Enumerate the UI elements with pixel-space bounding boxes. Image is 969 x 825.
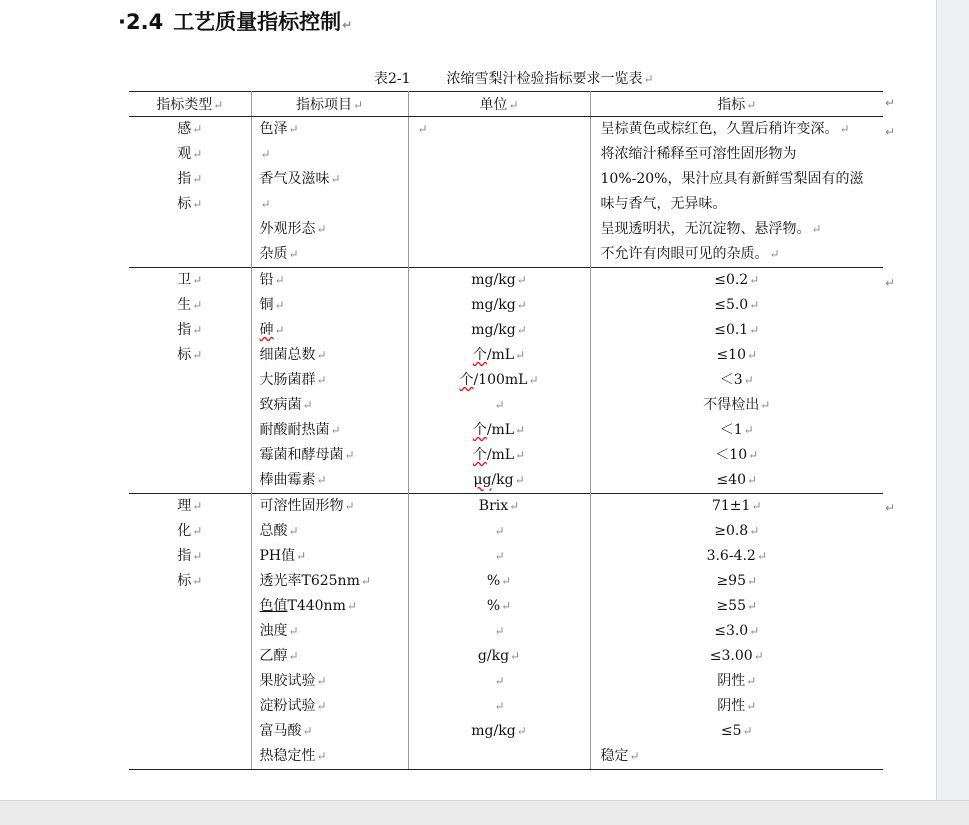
list-item: 棒曲霉素↵ [259, 472, 327, 488]
list-item: 可溶性固形物↵ [259, 498, 355, 514]
sensory-items [251, 117, 408, 268]
list-item: 细菌总数↵ [259, 347, 327, 363]
sensory-values [590, 117, 883, 268]
list-item: 热稳定性↵ [259, 748, 327, 764]
sensory-section [129, 117, 883, 268]
header-item: 指标项目↵ [251, 92, 408, 117]
row-end-mark: ↵ [885, 125, 896, 139]
table-header-row [129, 92, 883, 117]
heading-title: 工艺质量指标控制 [173, 10, 342, 34]
header-unit: 单位↵ [408, 92, 590, 117]
page-margin-area [936, 0, 969, 800]
list-item: 色值T440nm↵ [259, 598, 357, 614]
row-end-mark: ↵ [885, 276, 896, 290]
list-item: 果胶试验↵ [259, 673, 327, 689]
sensory-category: 感↵ 观↵ 指↵ 标↵ [129, 117, 251, 268]
list-item: 乙醇↵ [259, 648, 299, 664]
list-item: ↵ [260, 197, 271, 211]
physchem-units: Brix↵ ↵ ↵ %↵ %↵ ↵ g/kg↵ ↵ ↵ mg/kg↵ [408, 494, 590, 770]
hygiene-units: mg/kg↵ mg/kg↵ mg/kg↵ 个/mL↵ 个/100mL↵ ↵ 个/mL↵ 个/mL↵ μg/kg↵ [408, 268, 590, 494]
row-end-mark: ↵ [885, 96, 896, 110]
caption-label: 表2-1 [374, 71, 411, 87]
list-item: 大肠菌群↵ [259, 372, 327, 388]
list-item: 铜↵ [259, 297, 285, 313]
list-item: 香气及滋味↵ [259, 171, 341, 187]
hygiene-items [251, 268, 408, 494]
section-heading [118, 6, 352, 36]
hygiene-category: 卫↵ 生↵ 指↵ 标↵ [129, 268, 251, 494]
list-item: 透光率T625nm↵ [259, 573, 371, 589]
paragraph-mark: ↵ [643, 72, 654, 86]
physchem-section [129, 494, 883, 770]
list-item: ↵ [260, 147, 271, 161]
row-end-mark: ↵ [885, 501, 896, 515]
list-item: 淀粉试验↵ [259, 698, 327, 714]
physchem-category: 理↵ 化↵ 指↵ 标↵ [129, 494, 251, 770]
list-item: 外观形态↵ [259, 221, 327, 237]
list-item: 杂质↵ [259, 246, 299, 262]
list-item: 总酸↵ [259, 523, 299, 539]
heading-bullet: · [118, 10, 126, 34]
sensory-unit: ↵ [408, 117, 590, 268]
value-color: 呈棕黄色或棕红色，久置后稍许变深。↵ [600, 121, 850, 137]
physchem-values: 71±1↵ ≥0.8↵ 3.6-4.2↵ ≥95↵ ≥55↵ ≤3.0↵ ≤3.00↵ 阴性↵ 阴性↵ ≤5↵ 稳定↵ [590, 494, 883, 770]
paragraph-mark: ↵ [342, 18, 353, 32]
header-value: 指标↵ [590, 92, 883, 117]
list-item: 砷↵ [259, 322, 285, 338]
list-item: 色泽↵ [259, 121, 299, 137]
list-item: 致病菌↵ [259, 397, 313, 413]
list-item: 铅↵ [259, 272, 285, 288]
list-item: 耐酸耐热菌↵ [259, 422, 341, 438]
value-appearance: 呈现透明状，无沉淀物、悬浮物。↵ [600, 221, 822, 237]
list-item: 霉菌和酵母菌↵ [259, 447, 355, 463]
caption-title: 浓缩雪梨汁检验指标要求一览表 [446, 71, 643, 87]
physchem-items [251, 494, 408, 770]
spec-table [129, 91, 883, 770]
list-item: PH值↵ [259, 548, 307, 564]
header-type: 指标类型↵ [129, 92, 251, 117]
table-caption [374, 68, 654, 88]
list-item: 富马酸↵ [259, 723, 313, 739]
value-aroma: 将浓缩汁稀释至可溶性固形物为10%-20%，果汁应具有新鲜雪梨固有的滋味与香气，无异味。 [600, 146, 864, 212]
hygiene-values: ≤0.2↵ ≤5.0↵ ≤0.1↵ ≤10↵ ＜3↵ 不得检出↵ ＜1↵ ＜10↵ ≤40↵ [590, 268, 883, 494]
list-item: 浊度↵ [259, 623, 299, 639]
status-strip [0, 800, 969, 825]
heading-number: 2.4 [125, 10, 164, 34]
hygiene-section [129, 268, 883, 494]
value-impurity: 不允许有肉眼可见的杂质。↵ [600, 246, 780, 262]
